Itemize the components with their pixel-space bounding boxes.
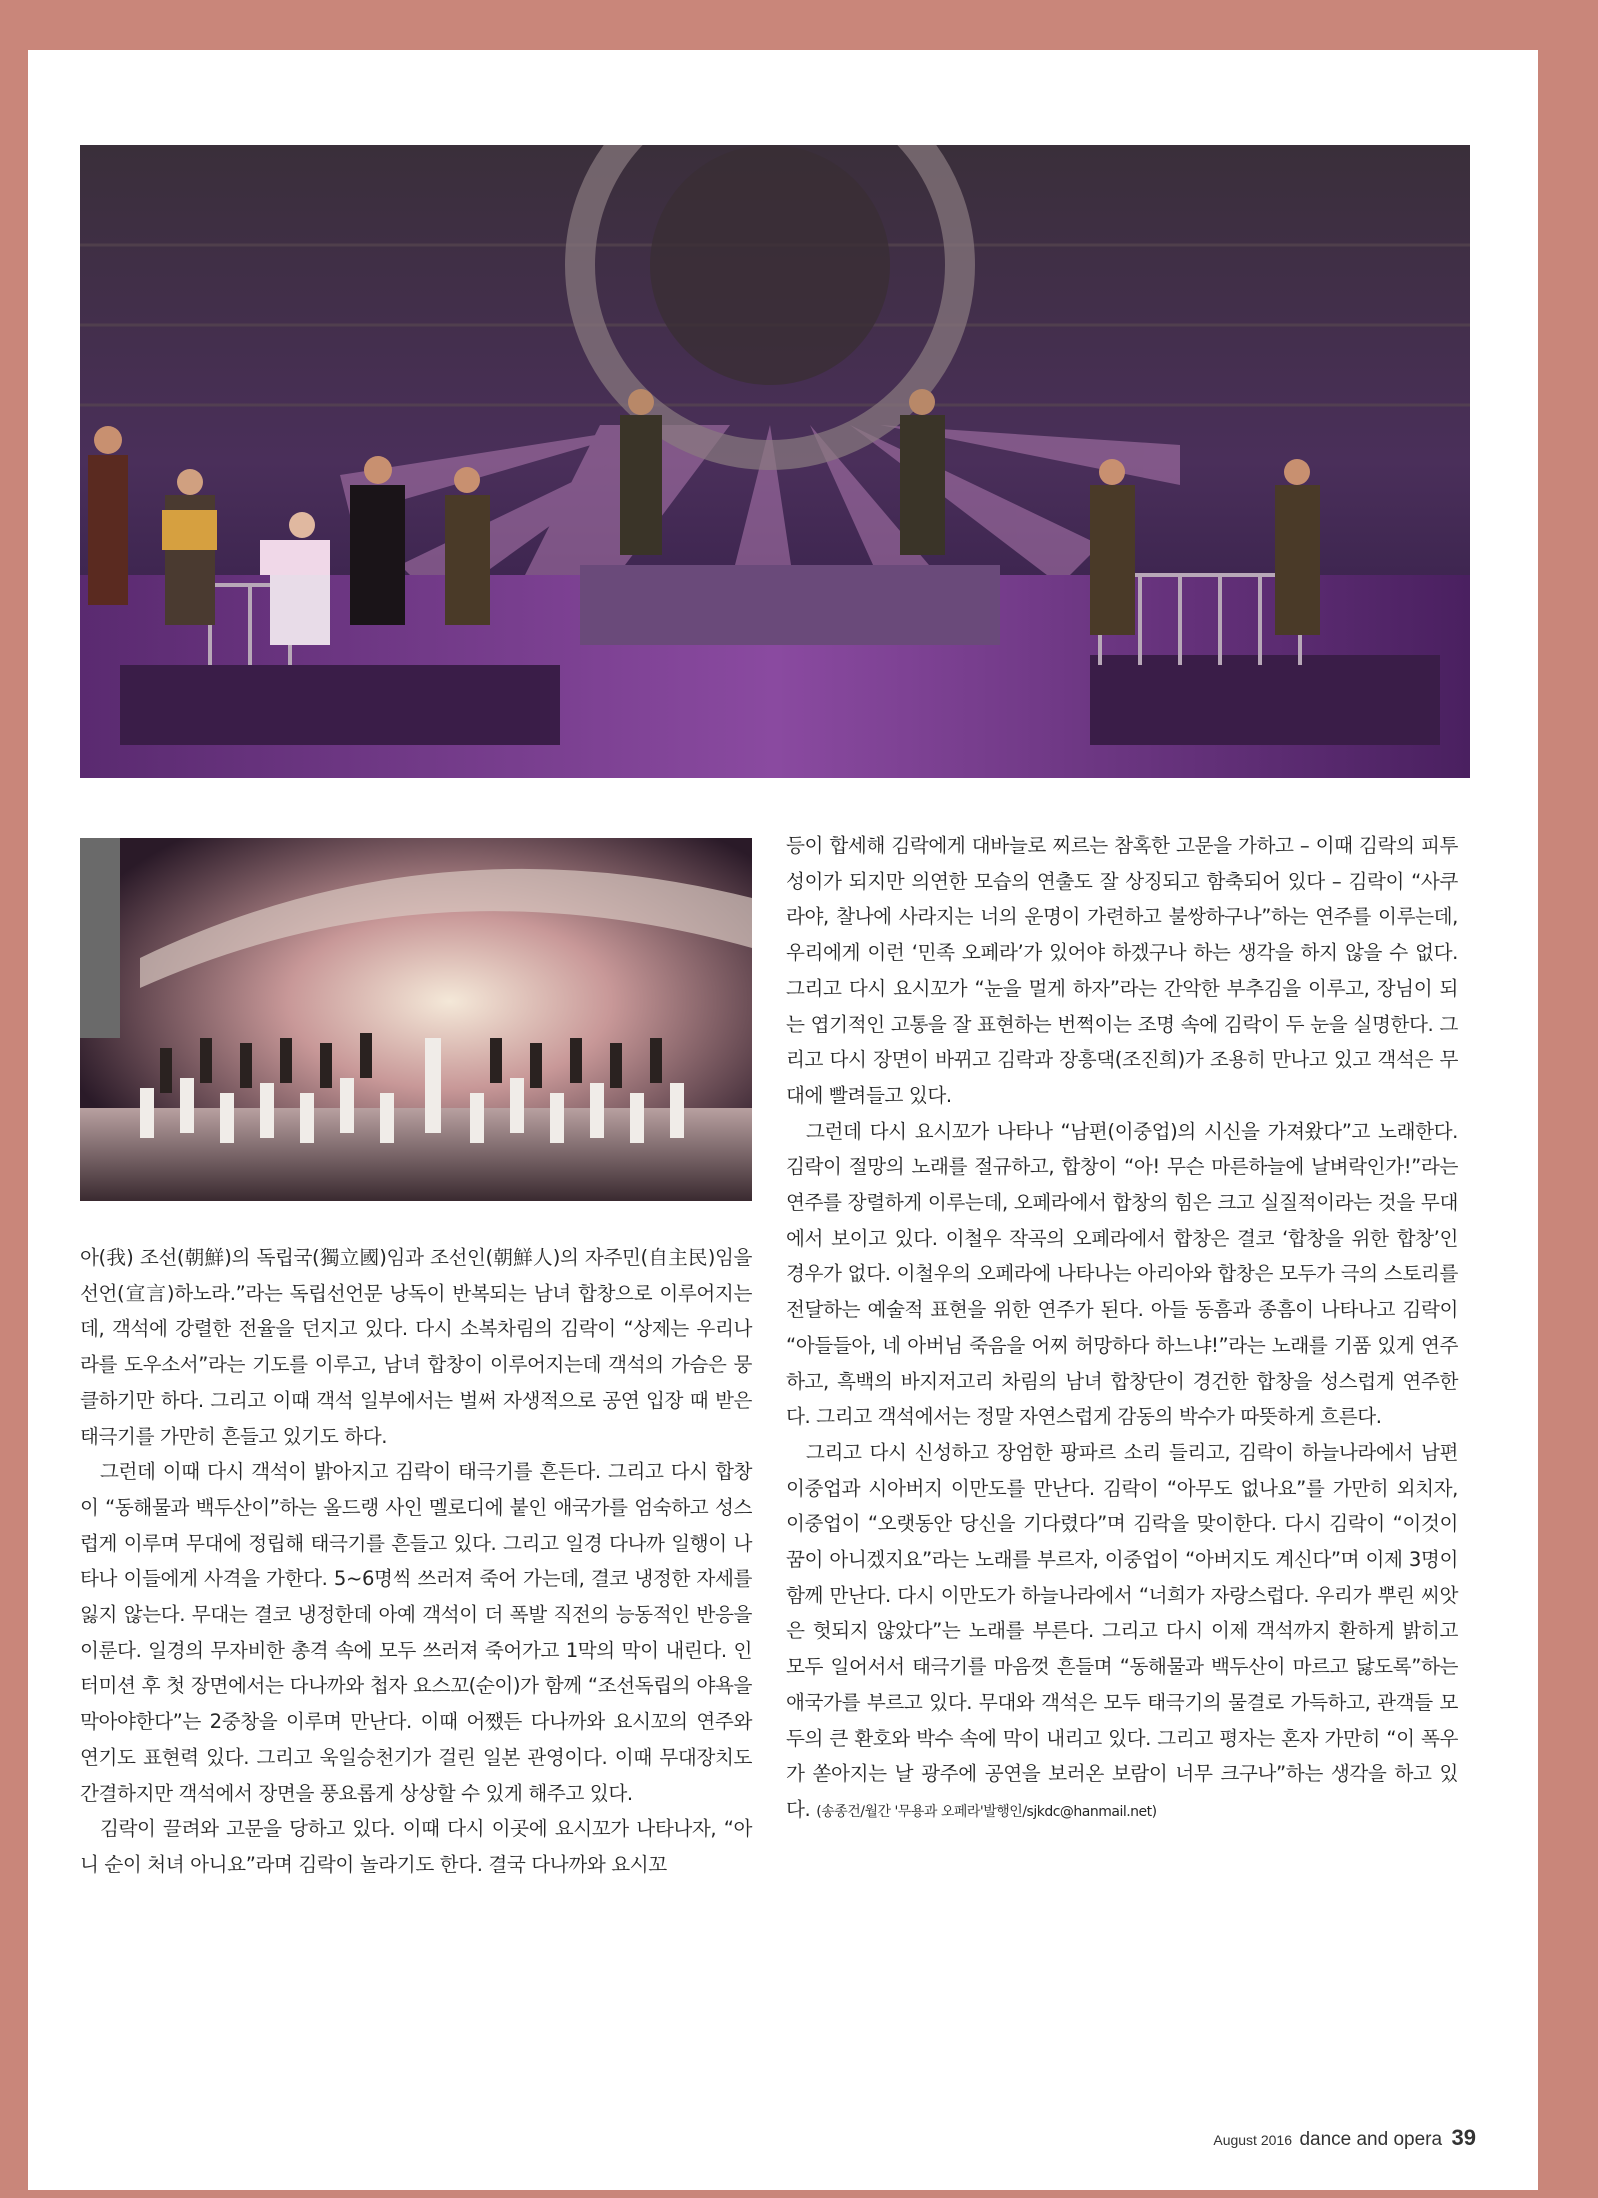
stage-photo-chorus [80,838,752,1201]
stage-photo-top [80,145,1470,778]
page-number: 39 [1451,2125,1476,2150]
article-column-left [80,1240,752,1883]
magazine-page [28,50,1538,2190]
article-paragraph: 그런데 다시 요시꼬가 나타나 “남편(이중업)의 시신을 가져왔다”고 노래한다. 김락이 절망의 노래를 절규하고, 합창이 “아! 무슨 마른하늘에 날벼락인가!”라는 연주를 장렬하게 이루는데, 오페라에서 합창의 힘은 크고 실질적이라는 것을 무대에서 보이고 있다. 이철우 작곡의 오페라에서 합창은 결코 ‘합창을 위한 합창’인 경우가 없다. 이철우의 오페라에 나타나는 아리아와 합창은 모두가 극의 스토리를 전달하는 예술적 표현을 위한 연주가 된다. 아들 동흠과 종흠이 나타나고 김락이 “아들들아, 네 아버님 죽음을 어찌 허망하다 하느냐!”라는 노래를 기품 있게 연주하고, 흑백의 바지저고리 차림의 남녀 합창단이 경건한 합창을 성스럽게 연주한다. 그리고 객석에서는 정말 자연스럽게 감동의 박수가 따뜻하게 흐른다. [786,1119,1458,1429]
article-paragraph-text: 그리고 다시 신성하고 장엄한 팡파르 소리 들리고, 김락이 하늘나라에서 남편 이중업과 시아버지 이만도를 만난다. 김락이 “아무도 없나요”를 가만히 외치자, 이중업이 “오랫동안 당신을 기다렸다”며 김락을 맞이한다. 다시 김락이 “이것이 꿈이 아니겠지요”라는 노래를 부르자, 이중업이 “아버지도 계신다”며 이제 3명이 함께 만난다. 다시 이만도가 하늘나라에서 “너희가 자랑스럽다. 우리가 뿌린 씨앗은 헛되지 않았다”는 노래를 부른다. 그리고 다시 이제 객석까지 환하게 밝히고 모두 일어서서 태극기를 마음껏 흔들며 “동해물과 백두산이 마르고 닳도록”하는 애국가를 부르고 있다. 무대와 객석은 모두 태극기의 물결로 가득하고, 관객들 모두의 큰 환호와 박수 속에 막이 내리고 있다. 그리고 평자는 혼자 가만히 “이 폭우가 쏟아지는 날 광주에 공연을 보러온 보람이 너무 크구나”하는 생각을 하고 있다. [786,1440,1458,1821]
author-credit: (송종건/월간 '무용과 오페라'발행인/sjkdc@hanmail.net) [816,1803,1157,1820]
article-paragraph [786,1435,1458,1831]
magazine-name: dance and opera [1299,2129,1443,2150]
article-paragraph: 그런데 이때 다시 객석이 밝아지고 김락이 태극기를 흔든다. 그리고 다시 합창이 “동해물과 백두산이”하는 올드랭 사인 멜로디에 붙인 애국가를 엄숙하고 성스럽게 이루며 무대에 정립해 태극기를 흔들고 있다. 그리고 일경 다나까 일행이 나타나 이들에게 사격을 가한다. 5~6명씩 쓰러져 죽어 가는데, 결코 냉정한 자세를 잃지 않는다. 무대는 결코 냉정한데 아예 객석이 더 폭발 직전의 능동적인 반응을 이룬다. 일경의 무자비한 총격 속에 모두 쓰러져 죽어가고 1막의 막이 내린다. 인터미션 후 첫 장면에서는 다나까와 첩자 요스꼬(순이)가 함께 “조선독립의 야욕을 막아야한다”는 2중창을 이루며 만난다. 이때 어쨌든 다나까와 요시꼬의 연주와 연기도 표현력 있다. 그리고 욱일승천기가 걸린 일본 관영이다. 이때 무대장치도 간결하지만 객석에서 장면을 풍요롭게 상상할 수 있게 해주고 있다. [80,1460,752,1805]
stage-photo-icon [80,838,752,1201]
article-column-right [786,828,1458,1831]
issue-date: August 2016 [1213,2132,1292,2148]
article-paragraph: 아(我) 조선(朝鮮)의 독립국(獨立國)임과 조선인(朝鮮人)의 자주민(自主民)임을 선언(宣言)하노라.”라는 독립선언문 낭독이 반복되는 남녀 합창으로 이루어지는데, 객석에 강렬한 전율을 던지고 있다. 다시 소복차림의 김락이 “상제는 우리나라를 도우소서”라는 기도를 이루고, 남녀 합창이 이루어지는데 객석의 가슴은 뭉클하기만 하다. 그리고 이때 객석 일부에서는 벌써 자생적으로 공연 입장 때 받은 태극기를 가만히 흔들고 있기도 하다. [80,1246,752,1448]
page-footer [1213,2125,1476,2151]
article-paragraph: 김락이 끌려와 고문을 당하고 있다. 이때 다시 이곳에 요시꼬가 나타나자, “아니 순이 처녀 아니요”라며 김락이 놀라기도 한다. 결국 다나까와 요시꼬 [80,1817,752,1876]
stage-photo-icon [80,145,1470,778]
article-paragraph: 등이 합세해 김락에게 대바늘로 찌르는 참혹한 고문을 가하고 – 이때 김락의 피투성이가 되지만 의연한 모습의 연출도 잘 상징되고 함축되어 있다 – 김락이 “사쿠라야, 찰나에 사라지는 너의 운명이 가련하고 불쌍하구나”하는 연주를 이루는데, 우리에게 이런 ‘민족 오페라’가 있어야 하겠구나 하는 생각을 하지 않을 수 없다. 그리고 다시 요시꼬가 “눈을 멀게 하자”라는 간악한 부추김을 이루고, 장님이 되는 엽기적인 고통을 잘 표현하는 번쩍이는 조명 속에 김락이 두 눈을 실명한다. 그리고 다시 장면이 바뀌고 김락과 장흥댁(조진희)가 조용히 만나고 있고 객석은 무대에 빨려들고 있다. [786,834,1458,1107]
